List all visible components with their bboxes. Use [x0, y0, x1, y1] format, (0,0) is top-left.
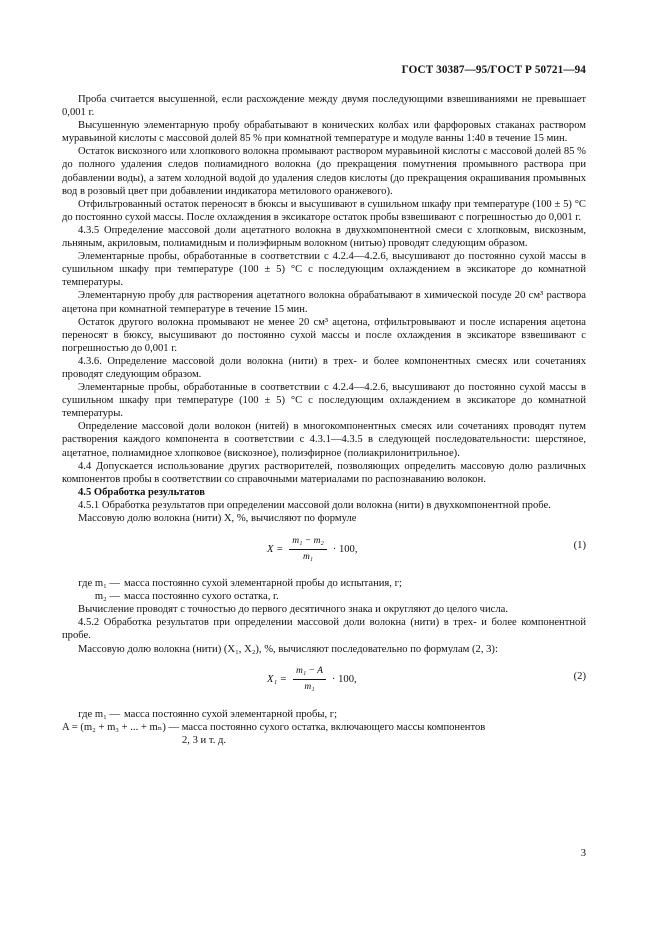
formula-tail: · 100, — [332, 543, 358, 555]
denominator: m₁ — [302, 551, 314, 562]
where-symbol: m₂ — — [94, 591, 120, 603]
where-text: масса постоянно сухого остатка, г. — [124, 591, 279, 603]
paragraph: Проба считается высушенной, если расхождение между двумя последующими взвешиваниями не превышает 0,001 г. — [62, 94, 586, 119]
formula-number: (2) — [573, 670, 586, 682]
paragraph: 4.5.2 Обработка результатов при определении массовой доли волокна (нити) в трех- и более компонентной пробе. — [62, 617, 586, 642]
fraction — [293, 665, 326, 694]
paragraph: Элементарную пробу для растворения ацетатного волокна обрабатывают в химической посуде 20 см³ раствора ацетона при комнатной температуре в течение 15 мин. — [62, 290, 586, 315]
paragraph: Массовую долю волокна (нити) (X₁, X₂), %, вычисляют последовательно по формулам (2, 3): — [78, 643, 498, 655]
page-body — [62, 58, 586, 747]
fraction — [289, 535, 327, 564]
numerator: m₁ − A — [293, 665, 326, 680]
paragraph: 4.4 Допускается использование других растворителей, позволяющих определить массовую долю различных компонентов пробы в соответствии со справочными материалами по распознаванию волокон. — [62, 460, 586, 485]
section-heading: 4.5 Обработка результатов — [78, 486, 205, 498]
paragraph: Остаток вискозного или хлопкового волокна промывают раствором муравьиной кислоты с массовой долей 85 % до полного удаления следов полиамидного волокна (до прекращения помутнения промывного раствора при добавлении воды), а затем холодной водой до удаления следов кислоты (до прекращения окрашивания промывных вод в розовый цвет при добавлении индикатора метилового оранжевого). — [62, 146, 586, 197]
paragraph: Отфильтрованный остаток переносят в бюксы и высушивают в сушильном шкафу при температуре (100 ± 5) °С до постоянно сухой массы. После охлаждения в эксикаторе остаток пробы взвешивают с погрешностью до 0,001 г. — [62, 198, 586, 223]
paragraph: Высушенную элементарную пробу обрабатывают в конических колбах или фарфоровых стаканах раствором муравьиной кислоты с массовой долей 85 % при комнатной температуре и модуле ванны 1:40 в течение 15 мин. — [62, 120, 586, 145]
paragraph: Вычисление проводят с точностью до первого десятичного знака и округляют до целого числа. — [78, 604, 509, 616]
formula-number: (1) — [573, 540, 586, 552]
where-row: 2, 3 и т. д. — [182, 734, 227, 746]
paragraph: Элементарные пробы, обработанные в соответствии с 4.2.4—4.2.6, высушивают до постоянно сухой массы в сушильном шкафу при температуре (100 ± 5) °С с последующим охлаждением в эксикаторе до комнатной температуры. — [62, 251, 586, 289]
paragraph: Определение массовой доли волокон (нитей) в многокомпонентных смесях или сочетаниях проводят путем растворения каждого компонента в соответствии с 4.3.1—4.3.5 в следующей последовательности: шерстяное, ацетатное, полиамидное хлопковое (вискозное), полиэфирное (полиакрилонитрильное). — [62, 421, 586, 459]
where-block-2 — [62, 708, 586, 747]
where-row: A = (m₂ + m₃ + ... + mₙ) — масса постоянно сухого остатка, включающего массы компонентов — [62, 721, 486, 733]
page-number: 3 — [580, 848, 586, 859]
formula-lhs: X₁ = — [267, 674, 287, 686]
denominator: m₁ — [304, 682, 315, 693]
where-symbol: где m₁ — — [78, 578, 120, 590]
where-text: масса постоянно сухой элементарной пробы до испытания, г; — [124, 578, 402, 590]
paragraph: Массовую долю волокна (нити) X, %, вычисляют по формуле — [78, 513, 357, 524]
paragraph: Остаток другого волокна промывают не менее 20 см³ ацетона, отфильтровывают и после испарения ацетона переносят в бюксу, высушивают до постоянно сухой массы и после охлаждения в эксикаторе взвешивают с погрешностью до 0,001 г. — [62, 316, 586, 354]
paragraph: 4.3.5 Определение массовой доли ацетатного волокна в двухкомпонентной смеси с хлопковым, вискозным, льняным, акриловым, полиамидным и полиэфирным волокном (нитью) проводят следующим образом. — [62, 224, 586, 250]
formula-lhs: X = — [267, 543, 284, 555]
where-block-1 — [62, 577, 586, 603]
where-row — [62, 577, 586, 590]
formula-1 — [62, 531, 586, 569]
where-text: масса постоянно сухой элементарной пробы, г; — [124, 708, 338, 720]
numerator: m₁ − m₂ — [289, 535, 327, 550]
where-row — [62, 590, 586, 603]
paragraph: Элементарные пробы, обработанные в соответствии с 4.2.4—4.2.6, высушивают до постоянно сухой массы в сушильном шкафу при температуре (100 ± 5) °С с последующим охлаждением в эксикаторе до комнатной температуры. — [62, 382, 586, 420]
formula-tail: · 100, — [331, 674, 357, 686]
formula-2 — [62, 662, 586, 700]
paragraph: 4.5.1 Обработка результатов при определении массовой доли волокна (нити) в двухкомпонентной пробе. — [78, 499, 551, 511]
paragraph: 4.3.6. Определение массовой доли волокна (нити) в трех- и более компонентных смесях или сочетаниях проводят следующим образом. — [62, 355, 586, 380]
where-symbol: где m₁ — — [78, 708, 120, 720]
document-header: ГОСТ 30387—95/ГОСТ Р 50721—94 — [401, 64, 586, 76]
where-row — [62, 708, 586, 721]
